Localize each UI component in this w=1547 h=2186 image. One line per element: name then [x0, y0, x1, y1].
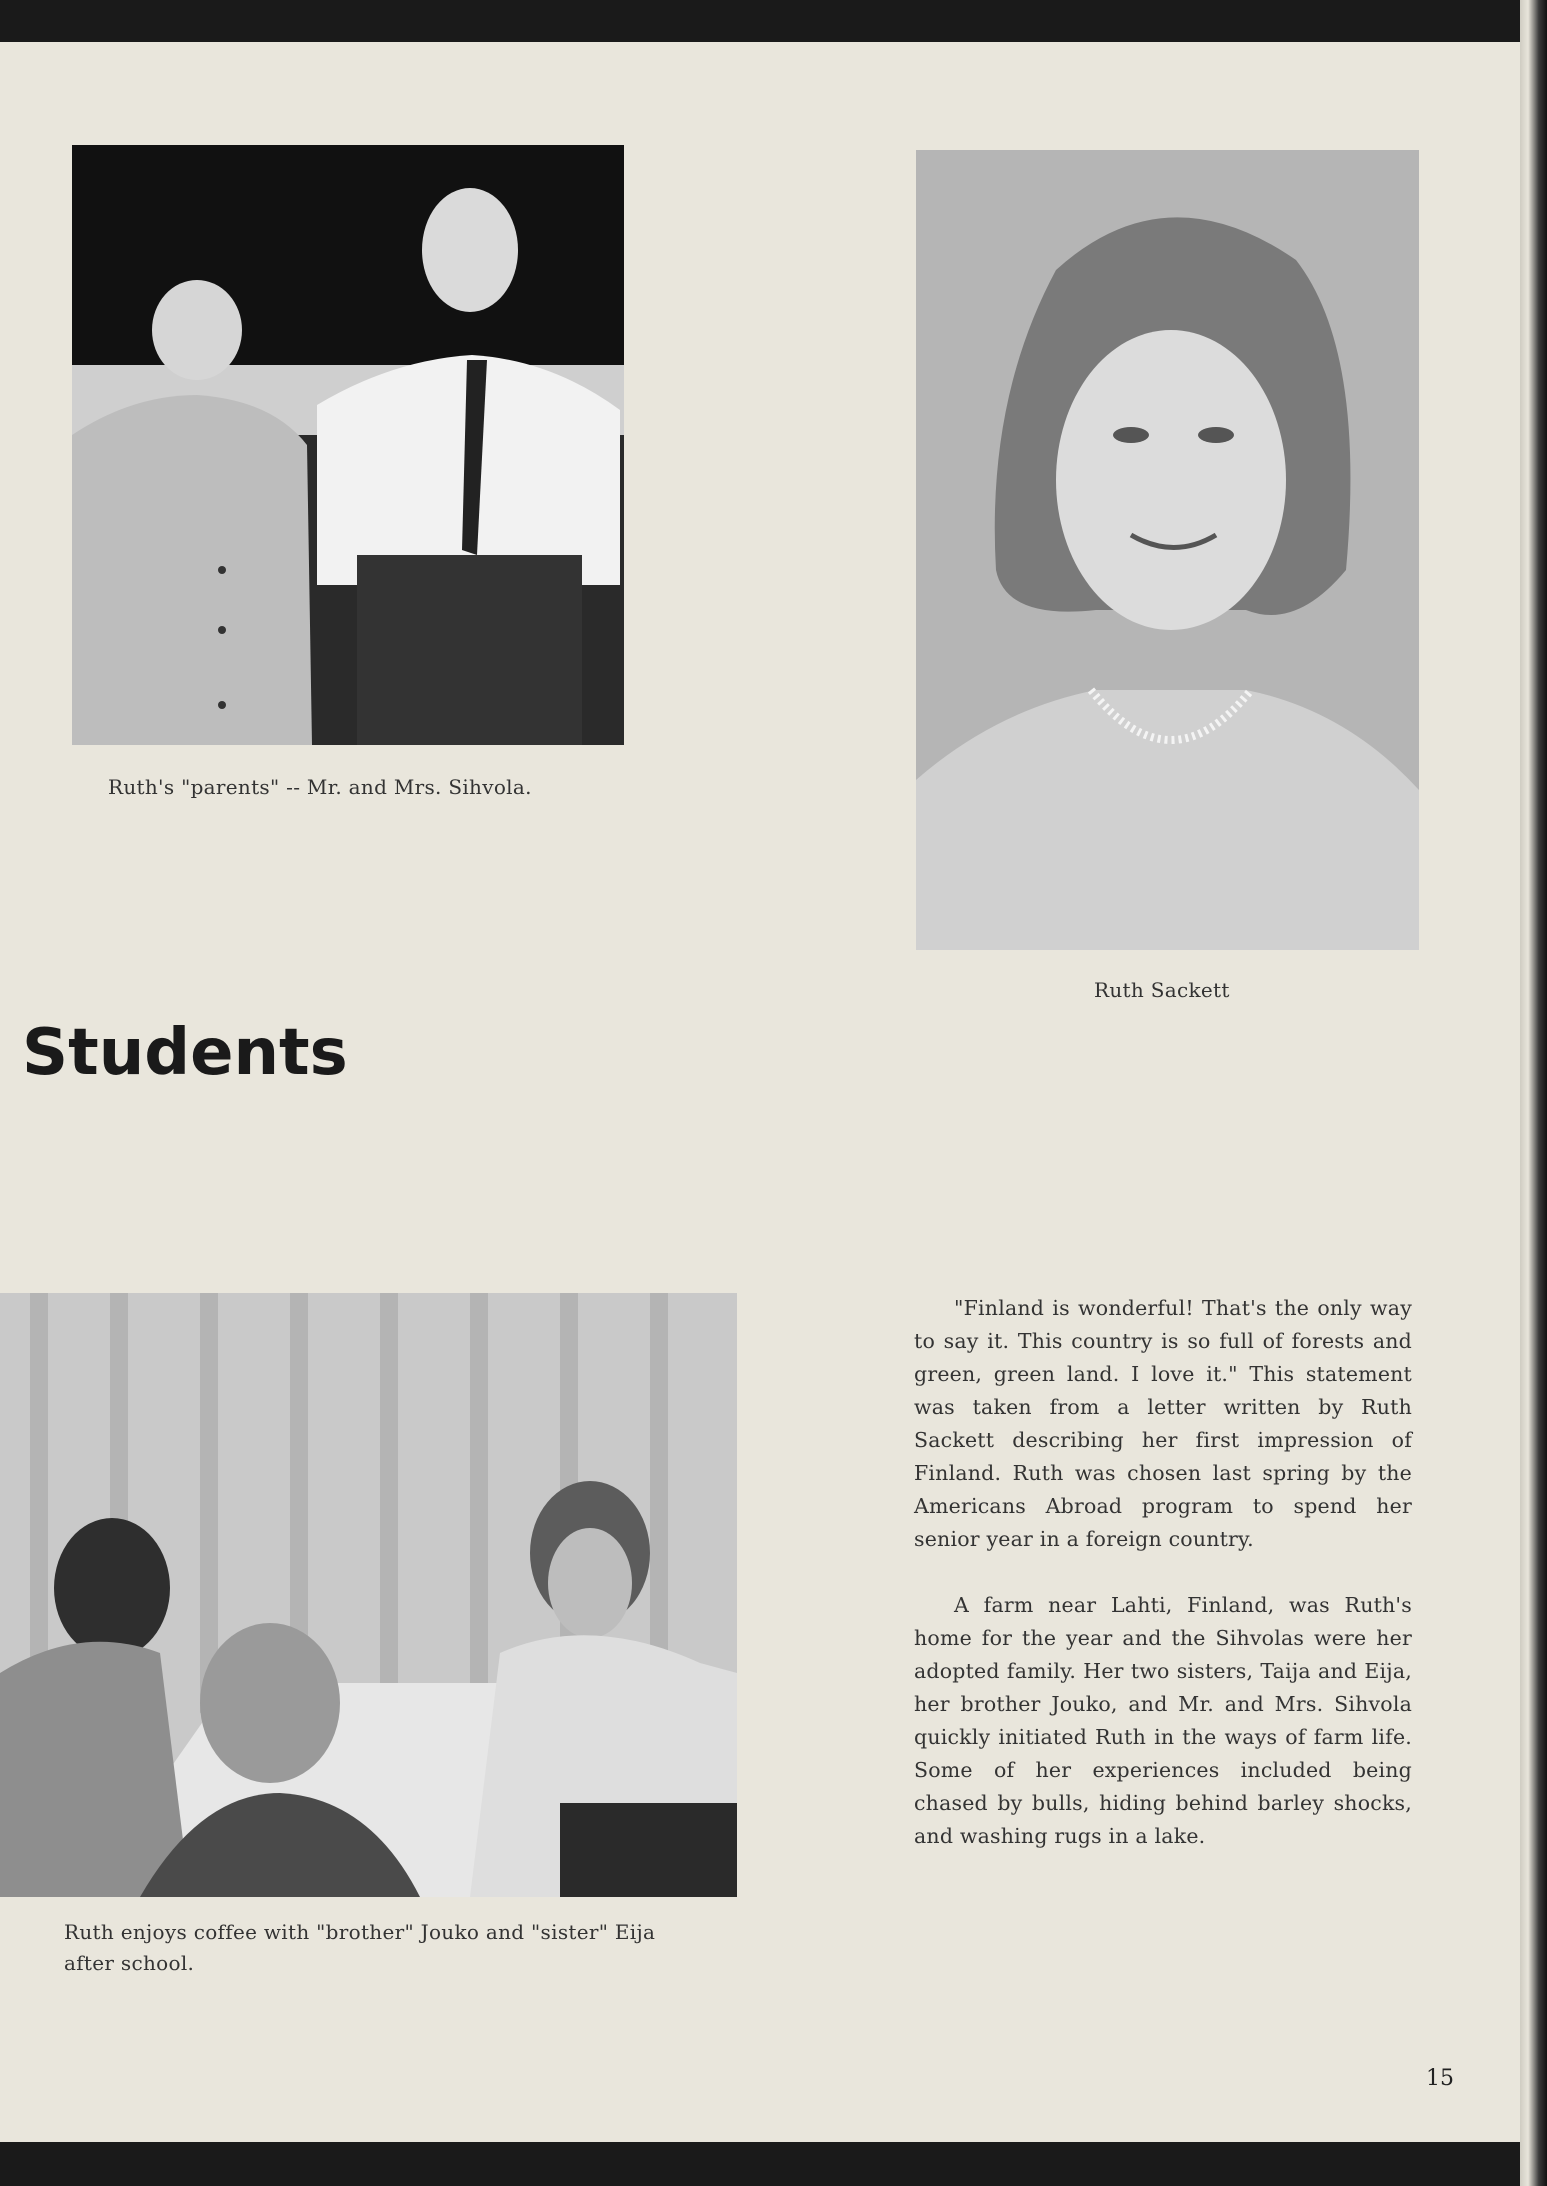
parents-photo-caption: Ruth's "parents" -- Mr. and Mrs. Sihvola. [108, 775, 532, 799]
article-paragraph-1: "Finland is wonderful! That's the only way to say it. This country is so full of forests and green, green land. I love it." This statement was taken from a letter written by Ruth Sackett describing her first impression of Finland. Ruth was chosen last spring by the Americans Abroad program to spend her senior year in a foreign country. [914, 1296, 1412, 1551]
coffee-caption-line-1: Ruth enjoys coffee with "brother" Jouko and "sister" Eija [64, 1920, 656, 1944]
portrait-photo [916, 150, 1419, 950]
page-number: 15 [1426, 2066, 1454, 2091]
page-binding-edge [1520, 0, 1547, 2186]
article-paragraph-2: A farm near Lahti, Finland, was Ruth's home for the year and the Sihvolas were her adopted family. Her two sisters, Taija and Eija, her brother Jouko, and Mr. and Mrs. Sihvola quickly initiated Ruth in the ways of farm life. Some of her experiences included being chased by bulls, hiding behind barley shocks, and washing rugs in a lake. [914, 1593, 1412, 1848]
coffee-photo [0, 1293, 737, 1897]
portrait-photo-caption: Ruth Sackett [1094, 978, 1230, 1002]
coffee-photo-caption [64, 1917, 655, 1979]
section-heading: Students [22, 1016, 348, 1090]
coffee-caption-line-2: after school. [64, 1951, 195, 1975]
article-body [914, 1292, 1412, 1886]
parents-photo [72, 145, 624, 745]
